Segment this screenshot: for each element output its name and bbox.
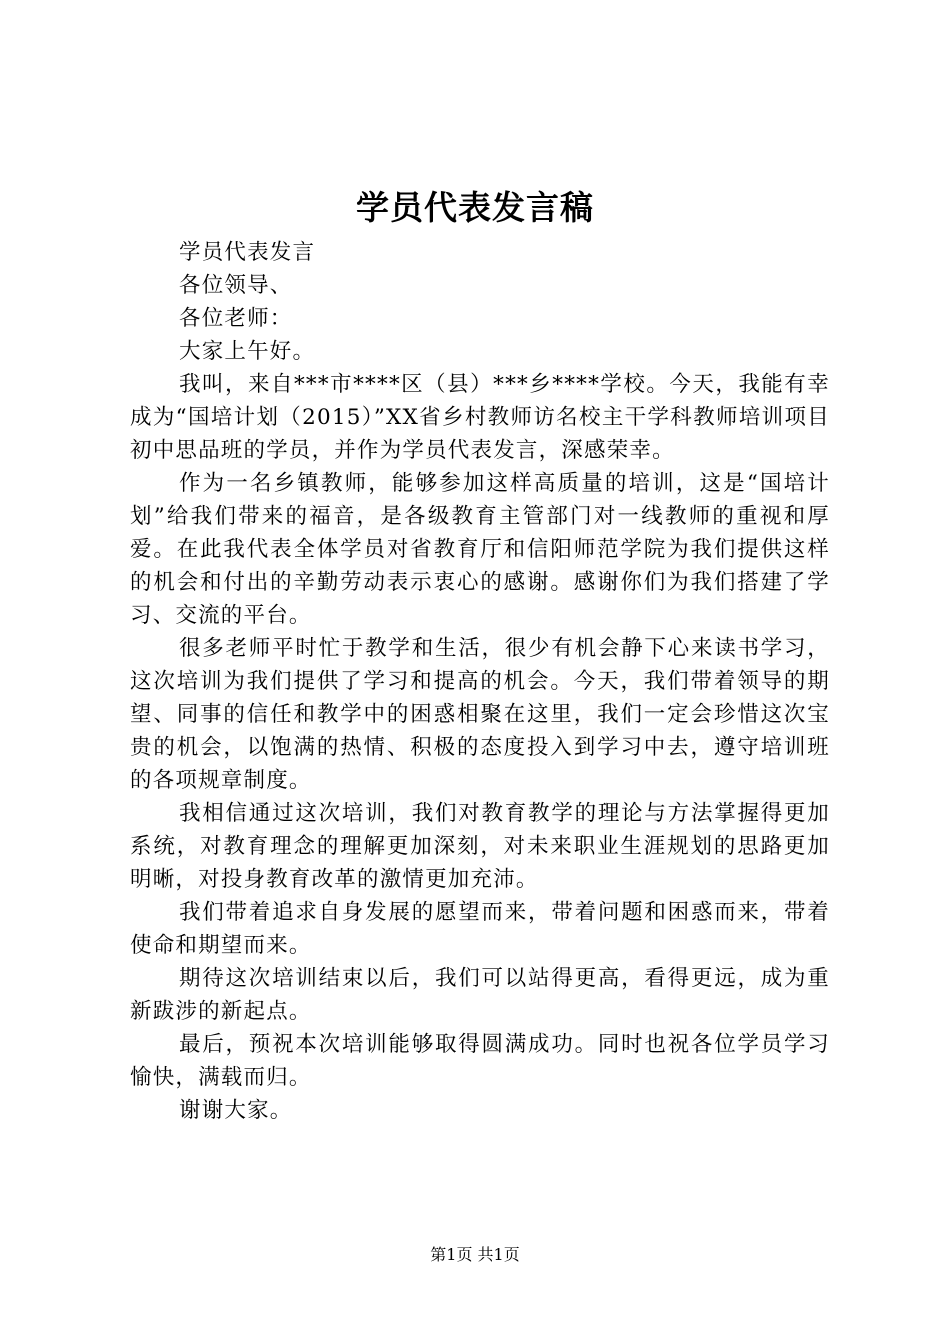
paragraph-good-morning: 大家上午好。 [179,339,316,364]
document-body [130,236,830,1127]
paragraph-closing-wishes: 最后，预祝本次培训能够取得圆满成功。同时也祝各位学员学习愉快，满载而归。 [130,1032,830,1090]
page-number-footer: 第1页 共1页 [430,1245,520,1264]
paragraph-new-start: 期待这次培训结束以后，我们可以站得更高，看得更远，成为重新跋涉的新起点。 [130,966,830,1024]
paragraph-thanks: 谢谢大家。 [179,1098,293,1123]
document-title: 学员代表发言稿 [356,188,594,227]
paragraph-belief: 我相信通过这次培训，我们对教育教学的理论与方法掌握得更加系统，对教育理念的理解更加深刻，对未来职业生涯规划的思路更加明晰，对投身教育改革的激情更加充沛。 [130,801,830,892]
paragraph-greeting-leaders: 各位领导、 [179,273,293,298]
paragraph-salutation-heading: 学员代表发言 [179,240,316,265]
paragraph-gratitude: 作为一名乡镇教师，能够参加这样高质量的培训，这是“国培计划”给我们带来的福音，是各级教育主管部门对一线教师的重视和厚爱。在此我代表全体学员对省教育厅和信阳师范学院为我们提供这样的机会和付出的辛勤劳动表示衷心的感谢。感谢你们为我们搭建了学习、交流的平台。 [130,471,830,628]
paragraph-expectations: 我们带着追求自身发展的愿望而来，带着问题和困惑而来，带着使命和期望而来。 [130,900,830,958]
paragraph-opportunity: 很多老师平时忙于教学和生活，很少有机会静下心来读书学习，这次培训为我们提供了学习和提高的机会。今天，我们带着领导的期望、同事的信任和教学中的困惑相聚在这里，我们一定会珍惜这次宝贵的机会，以饱满的热情、积极的态度投入到学习中去，遵守培训班的各项规章制度。 [130,636,830,793]
paragraph-introduction: 我叫，来自***市****区（县）***乡****学校。今天，我能有幸成为“国培计划（2015）”XX省乡村教师访名校主干学科教师培训项目初中思品班的学员，并作为学员代表发言，深感荣幸。 [130,372,830,463]
paragraph-greeting-teachers: 各位老师： [179,306,293,331]
